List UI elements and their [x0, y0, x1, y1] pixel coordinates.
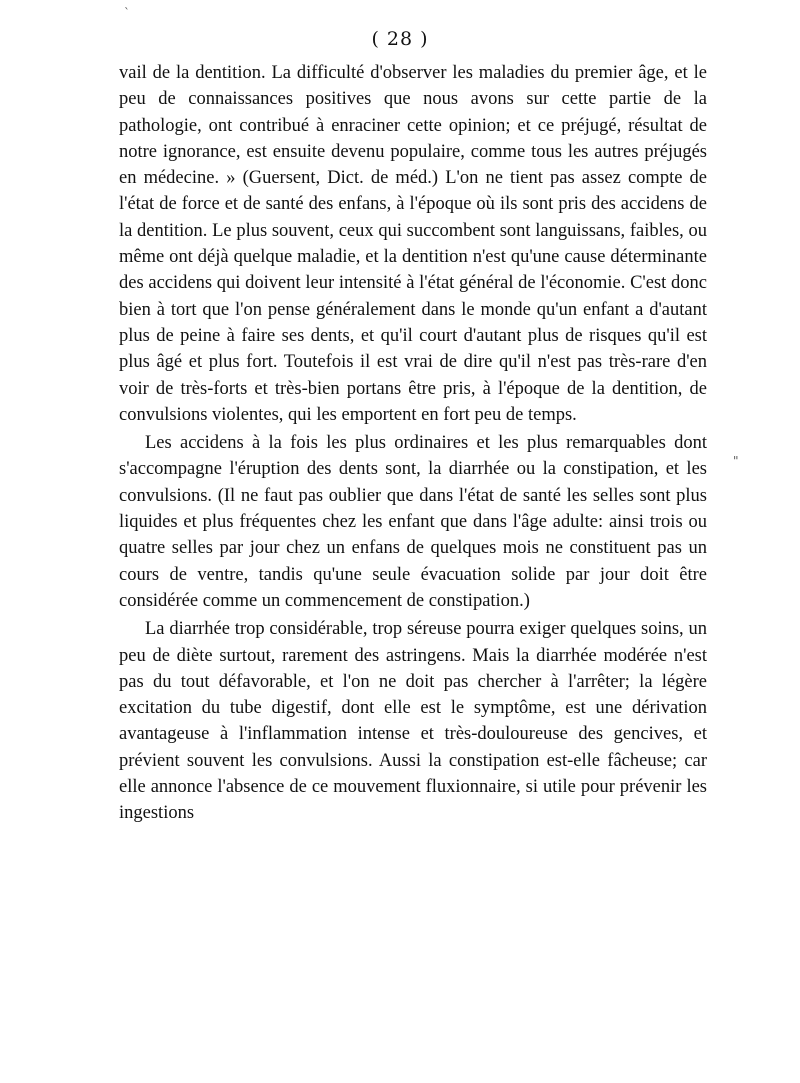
- page-number: ( 28 ): [371, 28, 429, 50]
- speck-mark: ": [733, 454, 739, 468]
- paragraph: La diarrhée trop considérable, trop séreuse pourra exiger quelques soins, un peu de diète surtout, rarement des astringens. Mais la diarrhée modérée n'est pas du tout défavorable, et l'on ne doit pas chercher à l'arrêter; la légère excitation du tube digestif, dont elle est le symptôme, est une dérivation avantageuse à l'inflammation intense et très-douloureuse des gencives, et prévient souvent les convulsions. Aussi la constipation est-elle fâcheuse; car elle annonce l'absence de ce mouvement fluxionnaire, si utile pour prévenir les ingestions: [119, 619, 707, 824]
- text-body: [119, 60, 707, 827]
- paragraph: Les accidens à la fois les plus ordinaires et les plus remarquables dont s'accompagne l'éruption des dents sont, la diarrhée ou la constipation, et les convulsions. (Il ne faut pas oublier que dans l'état de santé les selles sont plus liquides et plus fréquentes chez les enfant que dans l'âge adulte: ainsi trois ou quatre selles par jour chez un enfans de quelques mois ne constituent pas un cours de ventre, tandis qu'une seule évacuation solide par jour doit être considérée comme un commencement de constipation.): [119, 433, 707, 611]
- speck-mark: `: [124, 6, 130, 20]
- paragraph: vail de la dentition. La difficulté d'observer les maladies du premier âge, et le peu de connaissances positives que nous avons sur cette partie de la pathologie, ont contribué à enraciner cette opinion; et ce préjugé, résultat de notre ignorance, est ensuite devenu populaire, comme tous les autres préjugés en médecine. » (Guersent, Dict. de méd.) L'on ne tient pas assez compte de l'état de force et de santé des enfans, à l'époque où ils sont pris des accidens de la dentition. Le plus souvent, ceux qui succombent sont languissans, faibles, ou même ont déjà quelque maladie, et la dentition n'est qu'une cause déterminante des accidens qui doivent leur intensité à l'état général de l'économie. C'est donc bien à tort que l'on pense généralement dans le monde qu'un enfant a d'autant plus de peine à faire ses dents, et qu'il court d'autant plus de risques qu'il est plus âgé et plus fort. Toutefois il est vrai de dire qu'il n'est pas très-rare d'en voir de très-forts et très-bien portans être pris, à l'époque de la dentition, de convulsions violentes, qui les emportent en fort peu de temps.: [119, 63, 707, 425]
